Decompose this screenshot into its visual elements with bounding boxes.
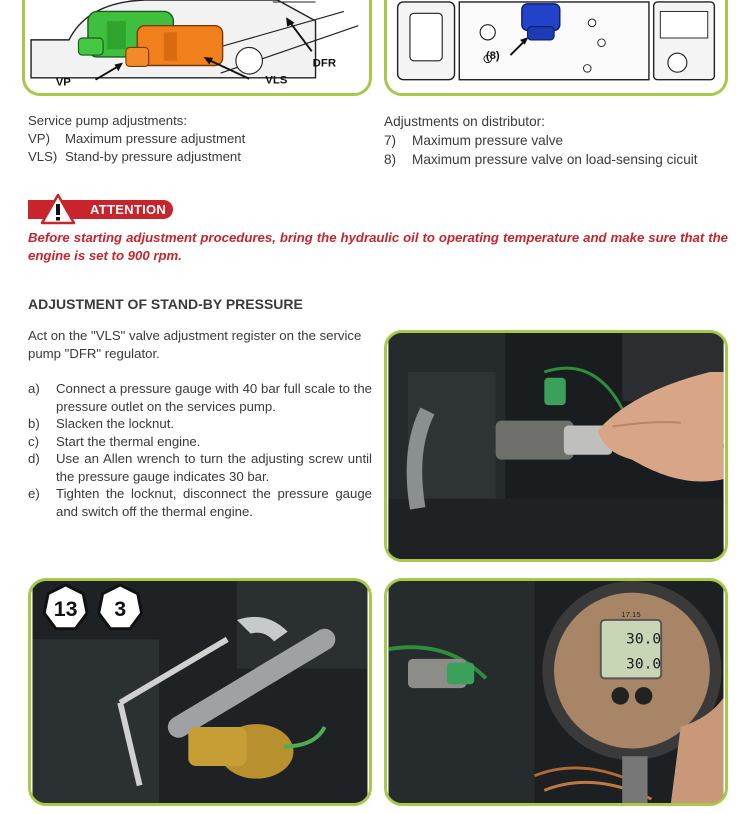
step-key: d) [28,451,40,466]
list-item [384,131,698,150]
item-text: Stand-by pressure adjustment [65,149,241,164]
step-key: a) [28,381,40,396]
gauge-reading-bottom: 30.0 [626,655,662,673]
list-item [28,433,372,451]
item-text: Maximum pressure valve on load-sensing cicuit [412,152,698,167]
photo-gauge-connection [384,330,728,562]
attention-label: ATTENTION [90,202,167,217]
gauge-model: 17.15 [621,610,641,620]
list-item [28,130,245,148]
step-key: c) [28,433,39,449]
gauge-connection-photo [387,333,725,559]
wrench-size-3-badge [99,585,142,629]
section-intro: Act on the "VLS" valve adjustment register on the service pump "DFR" regulator. [28,328,362,361]
step-text: Slacken the locknut. [56,416,175,431]
warning-triangle-icon [40,193,76,225]
step-key: e) [28,486,40,501]
gauge-reading-top: 30.0 [626,630,662,648]
item-key: 8) [384,152,397,167]
pump-adjustments [28,112,245,166]
section-title: ADJUSTMENT OF STAND-BY PRESSURE [28,296,303,312]
step-text: Connect a pressure gauge with 40 bar full scale to the pressure outlet on the services pump. [56,381,372,414]
photo-pressure-gauge [384,578,728,806]
photo-wrench [28,578,372,806]
eight-label: (8) [485,49,500,62]
vls-label: VLS [265,74,288,87]
step-text: Start the thermal engine. [56,433,201,449]
list-item [28,450,372,485]
wrench-size-13-badge [44,585,87,629]
distributor-figure [384,0,728,96]
dfr-label: DFR [312,57,337,70]
wrench-size-13: 13 [53,597,78,622]
item-key: VLS) [28,149,58,164]
item-text: Maximum pressure valve [412,133,564,148]
pressure-gauge-photo [387,581,725,803]
pump-illustration [25,0,369,93]
item-key: 7) [384,133,397,148]
step-text: Tighten the locknut, disconnect the pressure gauge and switch off the thermal engine. [56,486,372,519]
item-text: Maximum pressure adjustment [65,131,246,146]
distributor-illustration [387,0,725,93]
wrench-photo [31,581,369,803]
list-item [28,380,372,415]
step-key: b) [28,416,40,431]
item-key: VP) [28,131,50,146]
distributor-adjustments [384,112,698,169]
attention-text: Before starting adjustment procedures, bring the hydraulic oil to operating temperature and make sure that the engine is set to 900 rpm. [28,230,728,263]
distributor-adjustments-title: Adjustments on distributor: [384,114,545,129]
list-item [28,485,372,520]
wrench-size-3: 3 [114,597,127,622]
list-item [28,415,372,433]
list-item [384,150,698,169]
vp-label: VP [55,76,71,89]
steps-list [28,380,372,520]
step-text: Use an Allen wrench to turn the adjusting screw until the pressure gauge indicates 30 bar. [56,451,372,484]
pump-adjustments-title: Service pump adjustments: [28,113,188,128]
pump-figure [22,0,372,96]
list-item [28,148,245,166]
